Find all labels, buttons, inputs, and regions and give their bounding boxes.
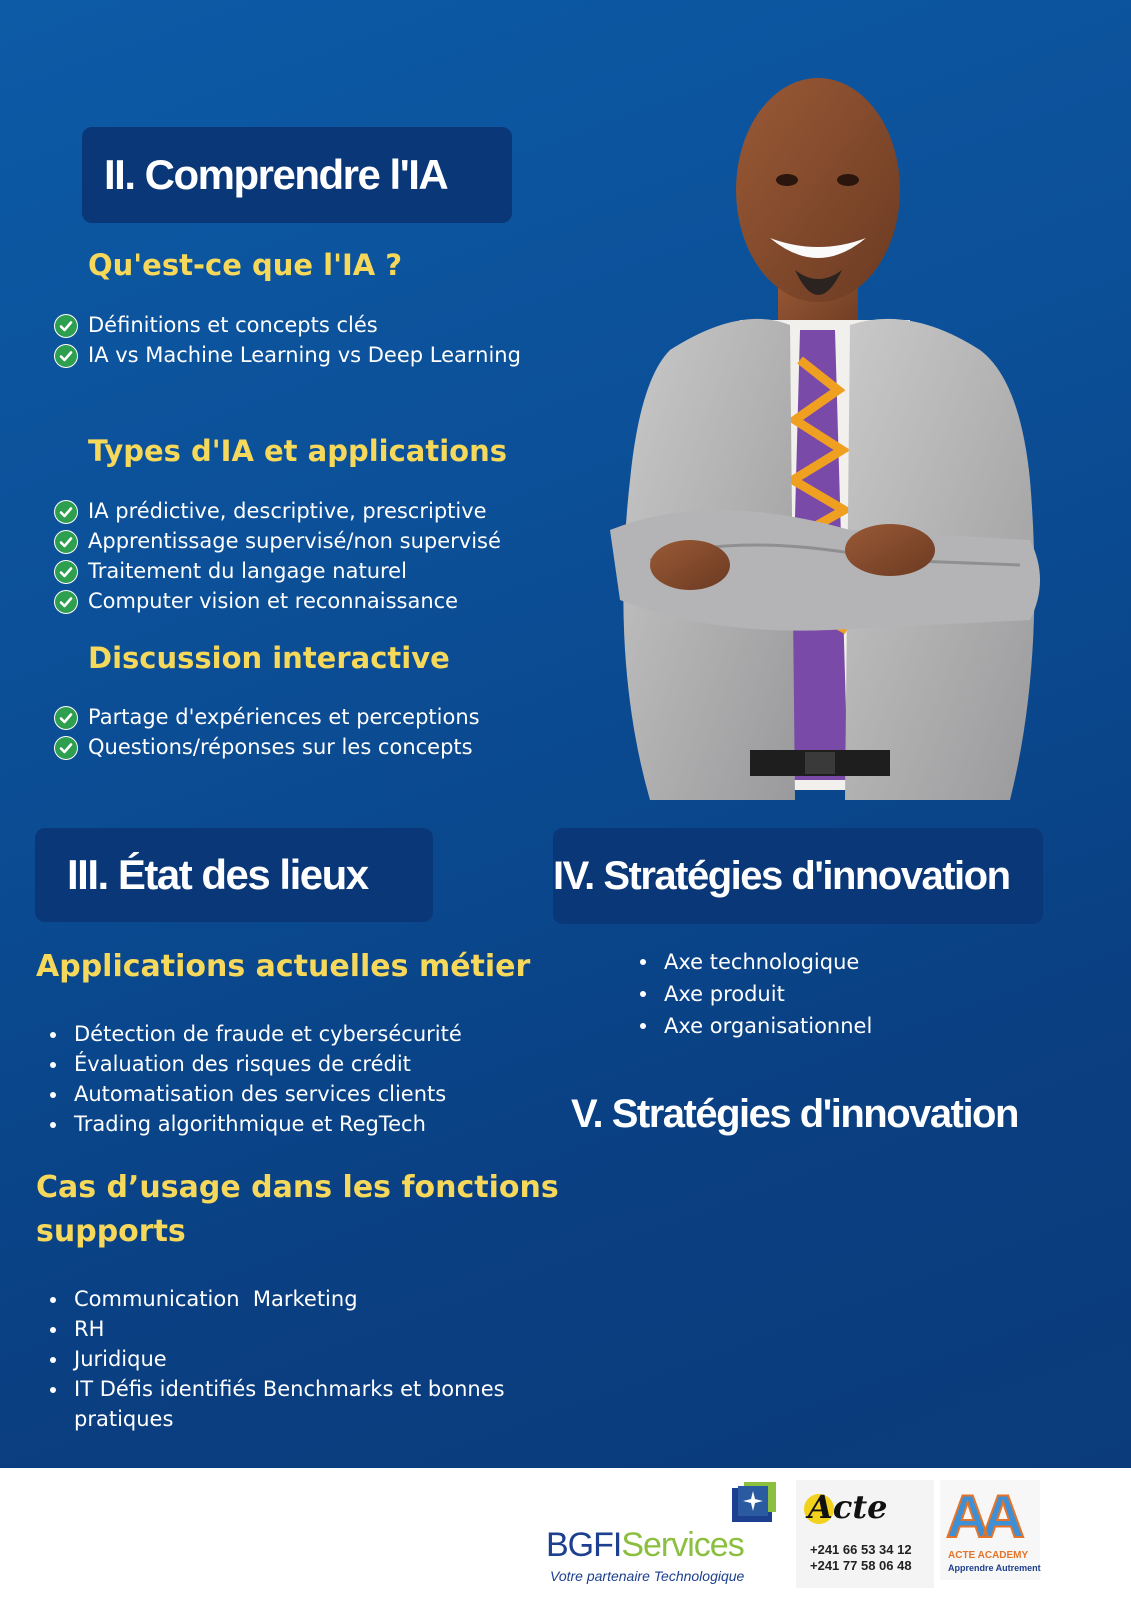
section-4-header [553,828,1043,924]
list-item: Communication Marketing [36,1284,562,1314]
section-5-title: V. Stratégies d'innovation [571,1092,1018,1136]
bgfi-brand-a: BGFI [546,1526,622,1564]
list-item: Juridique [36,1344,562,1374]
speaker-portrait [590,60,1060,830]
check-circle-icon [54,344,78,368]
list-item: Axe produit [626,978,1006,1010]
section-3-subtitle-use-cases-line1: Cas d’usage dans les fonctions [36,1170,559,1205]
check-circle-icon [54,736,78,760]
footer-logo-band [0,1468,1131,1600]
section-2-title: II. Comprendre l'IA [104,151,448,198]
list-item-text: Computer vision et reconnaissance [88,589,459,613]
list-item-text: Questions/réponses sur les concepts [88,735,473,759]
list-item: Axe technologique [626,946,1006,978]
list-item-text: Partage d'expériences et perceptions [88,705,480,729]
section-3-list-2 [36,1284,562,1434]
bgfi-star-icon [732,1482,776,1522]
check-circle-icon [54,590,78,614]
section-3-subtitle-applications: Applications actuelles métier [36,949,531,984]
list-item [54,310,552,340]
list-item [54,496,564,526]
list-item-text: IA prédictive, descriptive, prescriptive [88,499,487,523]
section-2-header [82,127,512,223]
acte-logo-text: Acte [808,1488,888,1526]
list-item [54,732,552,762]
academy-name: ACTE ACADEMY [948,1550,1029,1561]
section-2-list-2 [54,496,564,616]
bgfi-brand-b: Services [621,1526,744,1564]
check-circle-icon [54,706,78,730]
section-3-title: III. État des lieux [67,851,368,898]
acte-phone-2: +241 77 58 06 48 [810,1558,912,1573]
academy-letters: AA [946,1483,1017,1550]
list-item: RH [36,1314,562,1344]
list-item [54,526,564,556]
bgfi-tagline: Votre partenaire Technologique [550,1568,745,1584]
check-circle-icon [54,560,78,584]
acte-academy-logo [940,1480,1040,1580]
list-item [54,702,552,732]
check-circle-icon [54,500,78,524]
bgfi-services-logo [546,1482,776,1582]
section-3-header [35,828,433,922]
list-item: Évaluation des risques de crédit [36,1049,556,1079]
section-2-subtitle-what-is-ai: Qu'est-ce que l'IA ? [88,248,403,282]
list-item: Trading algorithmique et RegTech [36,1109,556,1139]
academy-tagline: Apprendre Autrement [948,1563,1041,1573]
list-item: IT Défis identifiés Benchmarks et bonnes pratiques [36,1374,562,1434]
check-circle-icon [54,314,78,338]
section-2-list-3 [54,702,552,762]
section-2-subtitle-ai-types: Types d'IA et applications [88,434,507,468]
section-3-list-1 [36,1019,556,1139]
acte-phone-1: +241 66 53 34 12 [810,1542,912,1557]
list-item-text: IA vs Machine Learning vs Deep Learning [88,343,521,367]
section-2-subtitle-discussion: Discussion interactive [88,641,450,675]
list-item: Axe organisationnel [626,1010,1006,1042]
list-item: Automatisation des services clients [36,1079,556,1109]
check-circle-icon [54,530,78,554]
list-item-text: Apprentissage supervisé/non supervisé [88,529,501,553]
list-item [54,556,564,586]
section-2-list-1 [54,310,552,370]
list-item [54,340,552,370]
list-item-text: Définitions et concepts clés [88,313,378,337]
section-4-title: IV. Stratégies d'innovation [553,853,1010,898]
section-3-subtitle-use-cases-line2: supports [36,1214,186,1249]
acte-logo [796,1480,934,1588]
section-4-list [626,946,1006,1042]
list-item-text: Traitement du langage naturel [88,559,407,583]
list-item [54,586,564,616]
list-item: Détection de fraude et cybersécurité [36,1019,556,1049]
